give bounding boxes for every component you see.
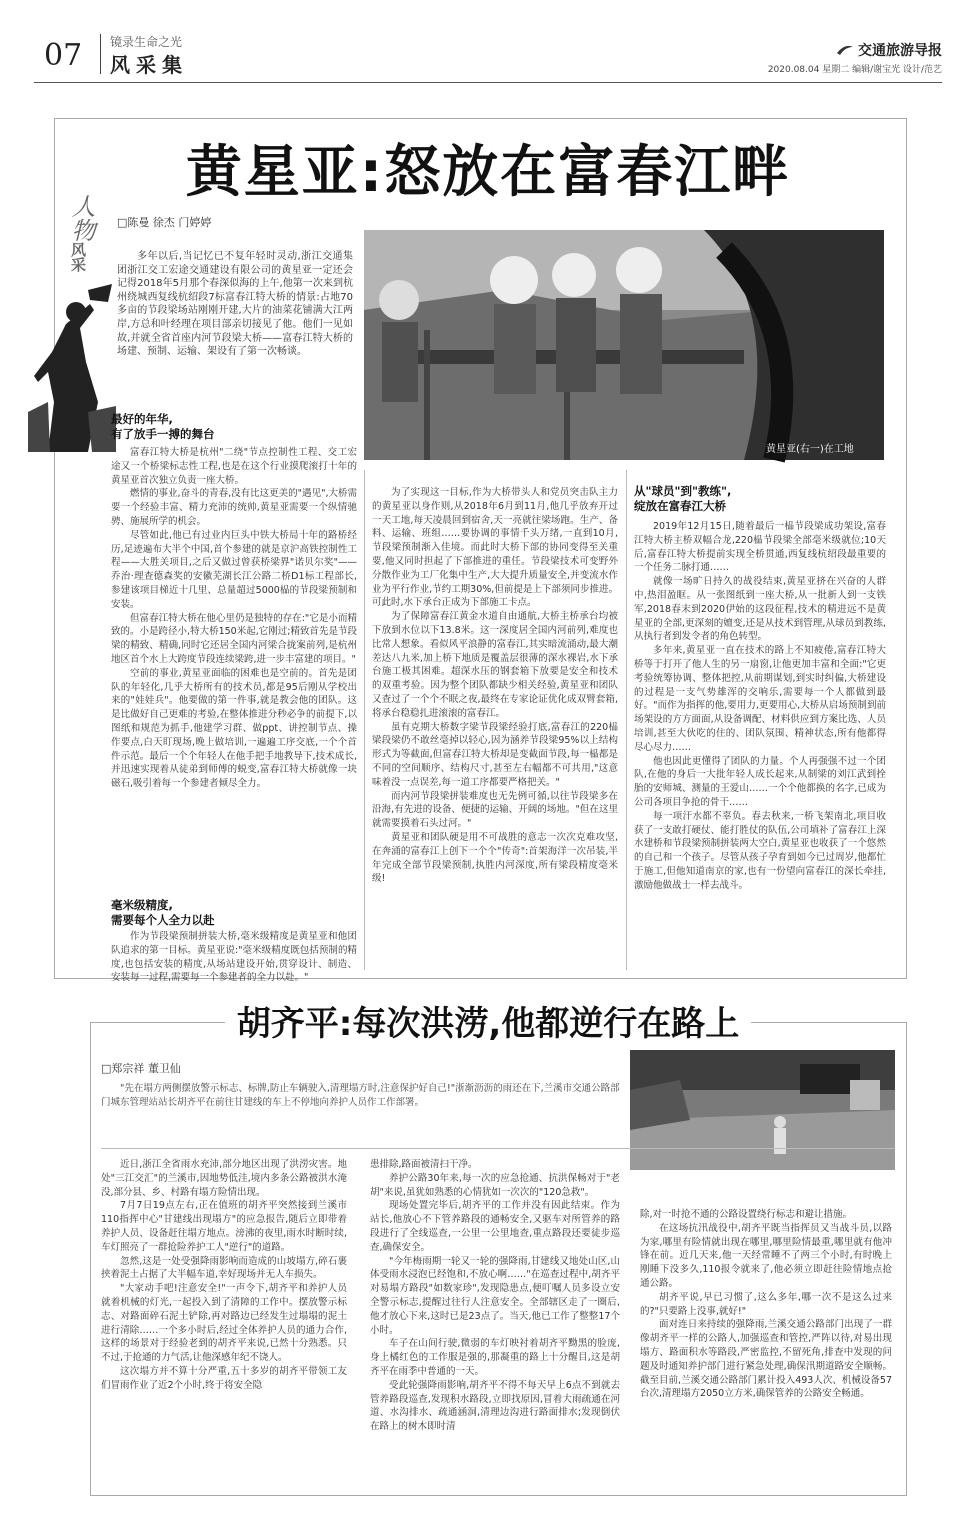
column-divider — [364, 470, 365, 970]
article2-author: □郑宗祥 董卫仙 — [101, 1062, 181, 1075]
logo-icon — [836, 43, 854, 57]
article2-col1-body: 近日,浙江全省雨水充沛,部分地区出现了洪涝灾害。地处"三江交汇"的兰溪市,因地势低洼,境内多条公路被洪水淹没,部分县、乡、村路有塌方险情出现。 7月7日19点左右,正在值班的胡齐平突然接到兰溪市110指挥中心"甘建线出现塌方"的应急报告,随后立即带着养护人员、设备赶往塌方地点。滂沸的夜里,雨水时断时续,车灯照亮了一群抢险养护工人"逆行"的道路。 忽然,这是一处受强降雨影响而造成的山坡塌方,碎石裹挟着泥土占据了大半幅车道,幸好现场并无人车损失。 "大家动手吧!注意安全!"一声令下,胡齐平和养护人员就着机械的灯光,一起投入到了清障的工作中。摆放警示标志、对路面碎石泥土铲除,再对路边已经发生过塌塌的泥土进行清除……一个多小时后,经过全体养护人员的通力合作,这样的场景对于经验老到的胡齐平来说,已然十分熟悉。只不过,于抢通的力气活,让他深感年纪不饶人。 这次塌方并不算十分严重,五十多岁的胡齐平带领工友们冒雨作业了近2个小时,终于将安全隐 — [101, 1159, 347, 1391]
article2-rule — [101, 1148, 895, 1149]
header-rule — [34, 82, 942, 83]
column-label-main: 人物 — [67, 194, 95, 242]
column-label — [64, 194, 110, 272]
article1-subheading-1: 最好的年华, 有了放手一搏的舞台 — [111, 412, 215, 441]
article2-col3-body: 除,对一时抢不通的公路设置绕行标志和避让措施。 在这场抗汛战役中,胡齐平既当指挥员又当战斗员,以路为家,哪里有险情就出现在哪里,哪里险情最重,哪里就有他冲锋在前。近几天来,他一天经常睡不了两三个小时,有时晚上刚睡下没多久,110报令就来了,他必须立即赶往险情地点抢通公路。 胡齐平说,早已习惯了,这么多年,哪一次不是这么过来的?"只要路上没事,就好!" 面对连日来持续的强降雨,兰溪交通公路部门出现了一群像胡齐平一样的公路人,加强巡查和管控,严阵以待,对易出现塌方、路面积水等路段,严密监控,不留死角,排查中发现的问题及时通知养护部门进行紧急处理,确保汛期道路安全顺畅。截至目前,兰溪交通公路部门累计投入493人次、机械设备57台次,清理塌方2050立方米,确保管养的公路安全畅通。 — [640, 1209, 892, 1400]
article2-photo — [630, 1050, 895, 1170]
article1-title: 黄星亚:怒放在富春江畔 — [0, 128, 976, 208]
page-number: 07 — [44, 38, 83, 73]
article1-author: □陈曼 徐杰 门婷婷 — [117, 216, 212, 229]
publication-name: 交通旅游导报 — [858, 43, 942, 59]
article1-subheading-3: 从"球员"到"教练", 绽放在富春江大桥 — [634, 484, 732, 513]
article1-col1-body1: 富春江特大桥是杭州"二绕"节点控制性工程、交工宏途又一个桥梁标志性工程,也是在这个行业摸爬滚打十年的黄星亚首次独立负责一座大桥。 燃情的事业,奋斗的青春,没有比这更美的"遇见",大桥需要一个经验丰富、精力充沛的统帅,黄星亚需要一个纵情驰骋、施展所学的机会。 尽管如此,他已有过业内巨头中铁大桥局十年的路桥经历,足迹遍布大半个中国,首个参建的就是京沪高铁控制性工程——大胜关项目,之后又做过曾获桥梁界"诺贝尔奖"——乔治·理查德森奖的安徽芜湖长江公路二桥D1标工程部长,参建该项目梯近十几里、总量超过5000榀的节段梁预制和安装。 但富春江特大桥在他心里仍是独特的存在:"它是小而精致的。小是跨径小,特大桥150米起,它刚过;精致首先是节段梁的精致、精确,同时它还居全国内河梁合拢案前列,是杭州地区首个水上大跨度节段连续梁跨,进一步丰富建的项目。" 空前的事业,黄星亚面临的困难也是空前的。首先是团队的年轻化,几乎大桥所有的技术员,都是95后刚从学校出来的"娃娃兵"。他要做的第一件事,就是教会他的团队。这是比做好自己更难的考验,在整体推进分秒必争的前提下,以图纸和规范为抓手,他建学习群、做ppt、讲控制节点、操作要点,白天盯现场,晚上做培训,一遍遍工序交底,一个个首件示范。最后一个个年轻人在他手把手地教导下,技术成长,并迅速实现着从徒弟到师傅的蜕变,富春江特大桥就像一块磁石,吸引着每一个参建者倾尽全力。 — [111, 447, 357, 790]
article2-col2-body: 患排除,路面被清扫干净。 养护公路30年来,每一次的应急抢通、抗洪保畅对于"老胡"来说,虽犹如熟悉的心情犹如一次次的"120急救"。 现场处置完毕后,胡齐平的工作并没有因此结束。作为站长,他放心不下管养路段的通畅安全,又驱车对所管养的路段进行了全线巡查,一公里一公里地查,重点路段还要徒步巡查,确保安全。 "今年梅雨期一轮又一轮的强降雨,甘建线又地处山区,山体受雨水浸泡已经饱和,不放心啊……"在巡查过程中,胡齐平对易塌方路段"如数家珍",发现隐患点,便叮嘱人员多设立安全警示标志,提醒过往行人注意安全。全部辖区走了一圈后,他才放心下来,这时已是23点了。当天,他已工作了整整17个小时。 车子在山间行驶,微弱的车灯映衬着胡齐平黝黑的脸庞,身上橘红色的工作服是强的,那凝重的路上十分醒目,这是胡齐平在雨季中普通的一天。 受此轮强降雨影响,胡齐平不得不每天早上6点不到就去管养路段巡查,发现积水路段,立即找原因,冒着大雨疏通在河道、水沟排水、疏通涵洞,清理边沟进行路面排水;发现倒伏在路上的树木即时清 — [370, 1159, 620, 1433]
issue-info: 2020.08.04 星期二 编辑/谢宝光 设计/范艺 — [767, 65, 942, 75]
article1-subheading-2: 毫米级精度, 需要每个人全力以赴 — [111, 898, 215, 927]
header-slogan: 镜录生命之光 — [110, 35, 183, 49]
article1-photo-caption: 黄星亚(右一)在工地 — [766, 444, 854, 455]
column-label-sub: 风采 — [69, 242, 87, 272]
article2-lead: "先在塌方两侧摆放警示标志、标牌,防止车辆驶入,清理塌方时,注意保护好自己!"浙渐沥沥的雨还在下,兰溪市交通公路部门城东管理站站长胡齐平在前往甘建线的车上不停地向养护人员作工作部署。 — [101, 1083, 620, 1108]
workers-photo-image — [364, 230, 884, 460]
trumpet-silhouette-icon — [28, 282, 116, 452]
publication-logo — [836, 40, 942, 60]
flood-photo-image — [630, 1050, 895, 1170]
article2-title: 胡齐平:每次洪涝,他都逆行在路上 — [0, 996, 976, 1045]
article1-col1-body2: 作为节段梁预制拼装大桥,毫米级精度是黄星亚和他团队追求的第一目标。黄星亚说:"毫米级精度既包括预制的精度,也包括安装的精度,从场站建设开始,贯穿设计、制造、安装每一过程,需要每一个参建者的全力以赴。" — [111, 931, 357, 984]
article1-col2-body: 为了实现这一目标,作为大桥带头人和党员突击队主力的黄星亚以身作则,从2018年6月到11月,他几乎放弃开过一天工地,每天凌晨回到宿舍,天一亮就往梁场跑。生产、备料、运输、班组……要协调的事情千头万绪,一直到10月,节段梁预制渐入佳境。而此时大桥下部的协同变得至关重要,他又同时担起了下部推进的重任。节段梁技术可变野外分散作业为工厂化集中生产,大大提升质量安全,并变流水作业为平行作业,节约工期30%,但前提是上下部须同步推进。可此时,水下承台正成为下部施工卡点。 为了保障富春江黄金水道自由通航,大桥主桥承台均被下放到水位以下13.8米。这一深度居全国内河前列,难度也比常人想象。看似风平浪静的富春江,其实暗流涌动,最大潮差达八九米,加上桥下地质是覆盖层很薄的深水裸岩,水下承台施工极其困难。超深水压的钢套箱下放要是安全和技术的双重考验。因为整个团队都缺少相关经验,黄星亚和团队又查过了一个个不眠之夜,最终在专家论证优化成双臂套箱,将承台稳稳扎进滚滚的富春江。 虽有克期大桥数字梁节段梁经验打底,富春江的220榀梁段梁仍不敢丝毫掉以轻心,因为涵养节段梁95%以上结构形式为等截面,但富春江特大桥却是变截面节段,每一榀都是不同的空间顺序、结构尺寸,甚至左右幅都不可共用,"这意味着没一点误差,每一道工序都要严格把关。" 而内河节段梁拼装难度也无先例可循,以往节段梁多在沿海,有先进的设备、便捷的运输、开阔的场地。"但在这里就需要摸着石头过河。" 黄星亚和团队硬是用不可战胜的意志一次次克难攻坚,在奔涌的富春江上创下一个个"传奇":首架海洋一次吊装,半年完成全部节段梁预制,执胜内河深度,所有梁段精度毫米级! — [372, 487, 618, 885]
article1-lead: 多年以后,当记忆已不复年轻时灵动,浙江交通集团浙江交工宏途交通建设有限公司的黄星亚一定还会记得2018年5月那个春深似海的上午,他第一次来到杭州绕城西复线杭绍段7标富春江特大桥的情景:占地70多亩的节段梁场站刚刚开建,大片的油菜花铺满大江两岸,方总和叶经理在项目部亲切接见了他。他们一见如故,并就全省首座内河节段梁大桥——富春江特大桥的场建、预制、运输、架设有了第一次畅谈。 — [117, 251, 353, 358]
column-divider — [626, 470, 627, 970]
header-divider — [100, 34, 101, 74]
section-name: 风采集 — [110, 53, 188, 77]
article1-photo — [364, 230, 884, 460]
article1-col3-body: 2019年12月15日,随着最后一榀节段梁成功架设,富春江特大桥主桥双幅合龙,220榀节段梁全部毫米级就位;10天后,富春江特大桥提前实现全桥贯通,西复线杭绍段最重要的一个任务二脉打通…… 就像一场旷日持久的战役结束,黄星亚挤在兴奋的人群中,热泪盈眶。从一张图纸到一座大桥,从一批新人到一支铁军,2018春末到2020伊始的这段征程,技术的精进远不是黄星亚的全部,更深刻的嬗变,还是从技术到管理,从球员到教练,从执行者到发令者的角色转型。 多年来,黄星亚一直在技术的路上不知疲倦,富春江特大桥等于打开了他人生的另一扇窗,让他更加丰富和全面:"它更考验统筹协调、整体把控,从前期谋划,到实时纠偏,大桥建设的过程是一支气势雄浑的交响乐,需要每一个人都做到最好。"而作为指挥的他,要用力,更要用心,大桥从启场预制到前场架设的方方面面,从设备调配、材料供应到方案比选、人员培训,甚至大伙吃的住的、团队氛围、精神状态,所有他都得尽心尽力…… 他也因此更懂得了团队的力量。个人再强强不过一个团队,在他的身后一大批年轻人成长起来,从制梁的刘江武到拴胎的安师城、测量的王爱山……一个个他都换的名字,已成为公司各项目争抢的骨干…… 每一项汗水都不辜负。春去秋来,一桥飞架南北,项目收获了一支敢打硬仗、能打胜仗的队伍,公司填补了富春江上深水建桥和节段梁预制拼装两大空白,黄星亚也收获了一个悠然的自己和一个孩子。尽管从孩子孕育到如今已过周岁,他都忙于施工,但他知道南京的家,也有一份望向富春江的深长牵挂,激励他做战士一样去战斗。 — [634, 521, 886, 891]
